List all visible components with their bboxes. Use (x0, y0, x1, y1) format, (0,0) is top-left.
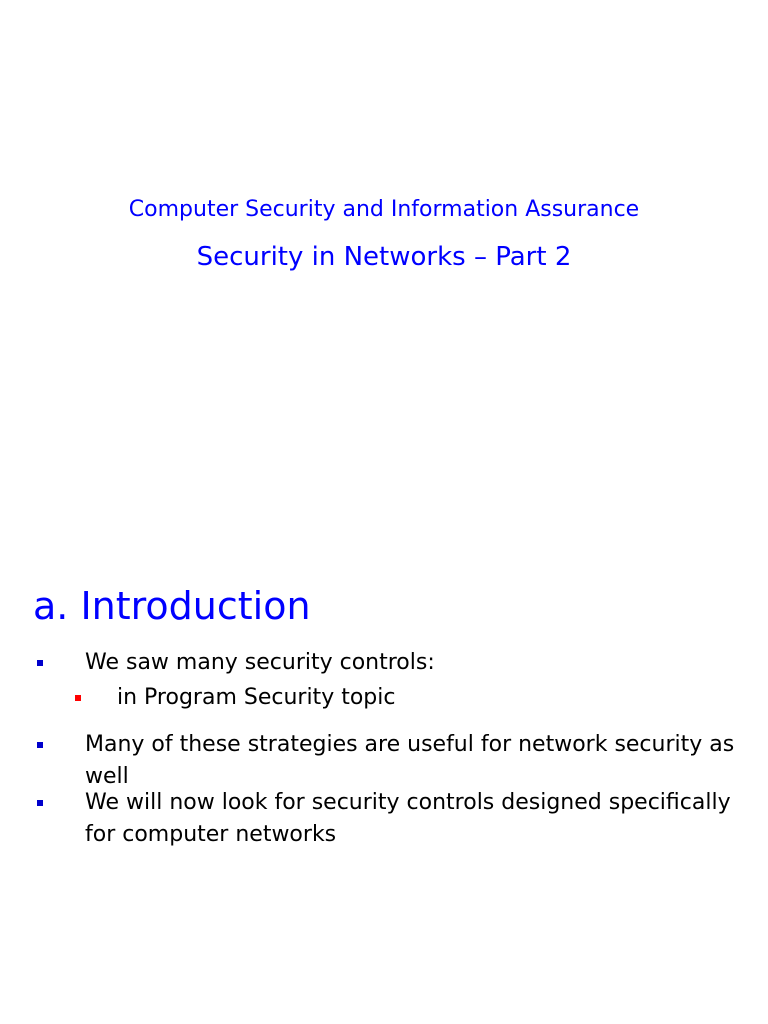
bullet-item (85, 729, 755, 793)
sub-bullet-item (117, 682, 747, 714)
introduction-slide (0, 512, 768, 1024)
bullet-item (85, 647, 755, 679)
topic-title: Security in Networks – Part 2 (196, 242, 572, 272)
sub-bullet-text: in Program Security topic (117, 685, 396, 710)
square-bullet-icon (75, 695, 81, 701)
bullet-text: We saw many security controls: (85, 650, 435, 675)
square-bullet-icon (37, 800, 43, 806)
bullet-item (85, 787, 755, 851)
course-title: Computer Security and Information Assurance (128, 197, 640, 222)
bullet-text: Many of these strategies are useful for network security as well (85, 732, 735, 789)
section-heading: a. Introduction (33, 584, 311, 628)
square-bullet-icon (37, 742, 43, 748)
bullet-text: We will now look for security controls designed specifically for computer networks (85, 790, 731, 847)
square-bullet-icon (37, 660, 43, 666)
